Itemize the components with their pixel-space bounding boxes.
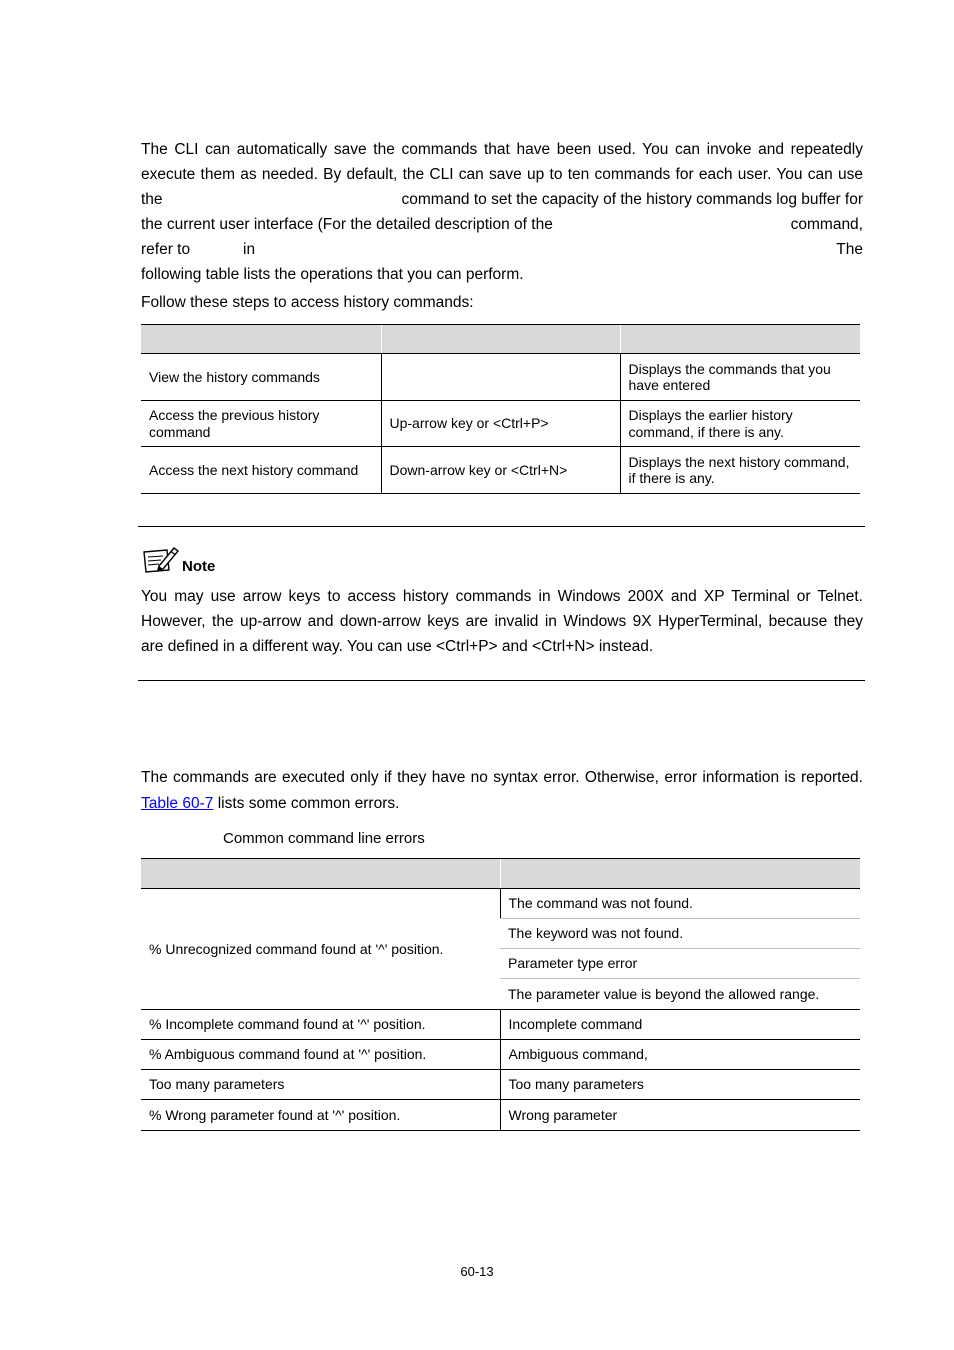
history-para-line-4: the current user interface (For the detailed description of the command, <box>141 216 863 233</box>
error-message-cell: Too many parameters <box>141 1070 500 1100</box>
history-para-line-1: The CLI can automatically save the commands that have been used. You can invoke and repeatedly <box>141 141 863 158</box>
result-cell: Displays the commands that you have entered <box>620 354 860 401</box>
history-para-line-5: refer to in The <box>141 241 863 258</box>
operation-cell: Access the next history command <box>141 447 381 494</box>
key-cell <box>381 354 620 401</box>
table-row <box>141 447 860 494</box>
cause-cell: Parameter type error <box>500 949 860 979</box>
errors-para-line-1: The commands are executed only if they have no syntax error. Otherwise, error information is reported. <box>141 769 863 786</box>
table-60-7-link[interactable]: Table 60-7 <box>141 795 214 812</box>
table-row <box>141 1010 860 1040</box>
operation-cell: View the history commands <box>141 354 381 401</box>
error-message-cell: % Wrong parameter found at '^' position. <box>141 1100 500 1131</box>
cause-cell: Wrong parameter <box>500 1100 860 1131</box>
cause-cell: The command was not found. <box>500 889 860 919</box>
cause-cell: Incomplete command <box>500 1010 860 1040</box>
key-cell: Up-arrow key or <Ctrl+P> <box>381 401 620 447</box>
cause-cell: The keyword was not found. <box>500 919 860 949</box>
errors-table-caption: Common command line errors <box>223 830 425 847</box>
table-header-row <box>141 325 860 354</box>
history-para-line-6: following table lists the operations that you can perform. <box>141 266 524 283</box>
history-para-line-3: the command to set the capacity of the history commands log buffer for <box>141 191 863 208</box>
error-message-cell: % Incomplete command found at '^' position. <box>141 1010 500 1040</box>
note-line-3: are defined in a different way. You can use <Ctrl+P> and <Ctrl+N> instead. <box>141 638 654 655</box>
history-commands-table <box>141 324 860 494</box>
cause-cell: The parameter value is beyond the allowed range. <box>500 979 860 1010</box>
errors-para-line-2: Table 60-7 lists some common errors. <box>141 795 400 812</box>
note-bottom-rule <box>138 680 865 681</box>
note-line-1: You may use arrow keys to access history commands in Windows 200X and XP Terminal or Telnet. <box>141 588 863 605</box>
table-row <box>141 1070 860 1100</box>
error-message-cell: % Unrecognized command found at '^' position. <box>141 889 500 1010</box>
note-top-rule <box>138 526 865 527</box>
cause-cell: Too many parameters <box>500 1070 860 1100</box>
table-row <box>141 1040 860 1070</box>
table-row <box>141 889 860 919</box>
result-cell: Displays the next history command, if there is any. <box>620 447 860 494</box>
result-cell: Displays the earlier history command, if there is any. <box>620 401 860 447</box>
note-line-2: However, the up-arrow and down-arrow keys are invalid in Windows 9X HyperTerminal, because they <box>141 613 863 630</box>
table-row <box>141 354 860 401</box>
command-errors-table <box>141 858 860 1131</box>
table-row <box>141 1100 860 1131</box>
history-para-line-2: execute them as needed. By default, the CLI can save up to ten commands for each user. You can use <box>141 166 863 183</box>
steps-intro: Follow these steps to access history commands: <box>141 294 474 311</box>
note-title: Note <box>182 558 216 575</box>
note-pencil-icon <box>141 544 181 576</box>
table-header-row <box>141 859 860 889</box>
table-row <box>141 401 860 447</box>
page-number: 60-13 <box>460 1264 494 1279</box>
error-message-cell: % Ambiguous command found at '^' position. <box>141 1040 500 1070</box>
cause-cell: Ambiguous command, <box>500 1040 860 1070</box>
key-cell: Down-arrow key or <Ctrl+N> <box>381 447 620 494</box>
operation-cell: Access the previous history command <box>141 401 381 447</box>
